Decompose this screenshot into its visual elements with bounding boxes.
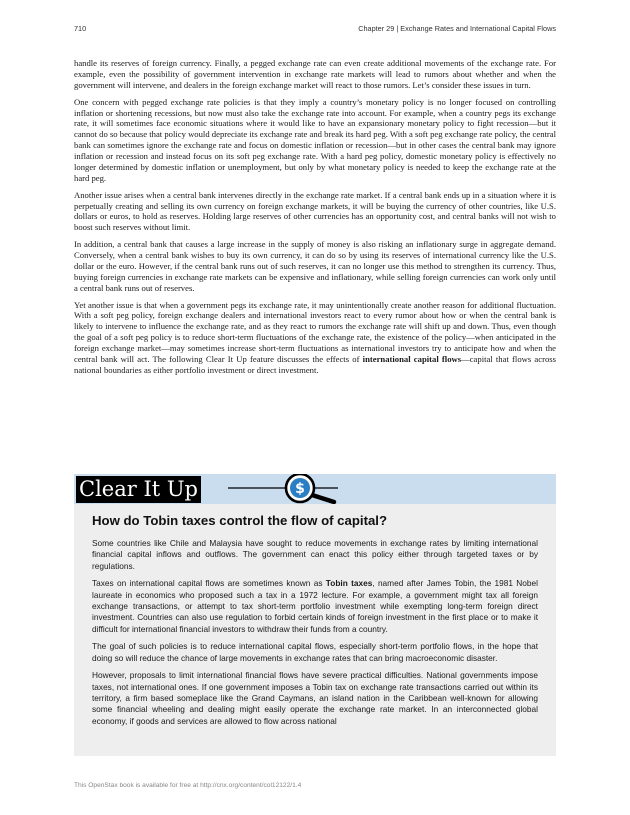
clear-it-up-question: How do Tobin taxes control the flow of capital? (92, 513, 388, 528)
paragraph (92, 578, 538, 634)
paragraph: However, proposals to limit international financial flows have severe practical difficulties. National governments impose taxes, not international ones. If one government imposes a Tobin tax on exchange rate transactions carried out within its territory, a firm based someplace like the Grand Caymans, an island nation in the Caribbean well-known for allowing some financial wheeling and dealing might easily operate the exchange rate market. In an interconnected global economy, if goods and services are allowed to flow across national (92, 670, 538, 726)
paragraph: In addition, a central bank that causes a large increase in the supply of money is also risking an inflationary surge in aggregate demand. Conversely, when a central bank wishes to buy its own currency, it can do so by using its reserves of international currency like the U.S. dollar or the euro. However, if the central bank runs out of such reserves, it can no longer use this method to strengthen its currency. Thus, buying foreign currencies in exchange rate markets can be expensive and inflationary, while selling foreign currencies can work only until a central bank runs out of reserves. (74, 239, 556, 293)
clear-it-up-label: Clear It Up (76, 476, 201, 503)
paragraph-text: Yet another issue is that when a government pegs its exchange rate, it may unintentionally create another reason for additional fluctuation. With a soft peg policy, foreign exchange dealers and international investors react to every rumor about how or when the central bank is likely to intervene to influence the exchange rate, and as they react to rumors the exchange rate will shift up and down. Thus, even though the goal of a soft peg policy is to reduce short-term fluctuations of the exchange rate, the existence of the policy—when anticipated in the foreign exchange market—may sometimes increase short-term fluctuations as international investors try to anticipate how and when the central bank will act. The following Clear It Up feature discusses the effects of (74, 299, 556, 364)
dollar-glyph: $ (295, 481, 305, 497)
paragraph: handle its reserves of foreign currency. Finally, a pegged exchange rate can even create additional movements of the exchange rate. For example, even the possibility of government intervention in exchange rate markets will lead to rumors about whether and when the government will intervene, and dealers in the foreign exchange market will react to those rumors. Let’s consider these issues in turn. (74, 58, 556, 90)
paragraph: The goal of such policies is to reduce international capital flows, especially short-term portfolio flows, in the hope that doing so will reduce the chance of large movements in exchange rates that can bring macroeconomic disaster. (92, 641, 538, 663)
paragraph: Another issue arises when a central bank intervenes directly in the exchange rate market. If a central bank ends up in a situation where it is perpetually creating and selling its own currency on foreign exchange markets, it will be buying the currency of other countries, like U.S. dollars or euros, to hold as reserves. Holding large reserves of other currencies has an opportunity cost, and central banks will not wish to boost such reserves without limit. (74, 189, 556, 233)
page-number: 710 (74, 24, 87, 33)
paragraph-text: , named after James Tobin, the 1981 Nobel laureate in economics who proposed such a tax in a 1972 lecture. For example, a government might tax all foreign exchange transactions, or attempt to tax short-term portfolio investment while exempting long-term foreign direct investment. Countries can also use regulation to forbid certain kinds of foreign investment in the first place or to make it difficult for international financial investors to withdraw their funds from a country. (92, 578, 538, 634)
clear-it-up-content (92, 538, 538, 733)
clear-it-up-box (74, 474, 556, 756)
paragraph-text: —capital that flows across national boundaries as either portfolio investment or direct investment. (74, 353, 556, 375)
paragraph: Some countries like Chile and Malaysia have sought to reduce movements in exchange rates by limiting international financial capital inflows and outflows. The government can enact this policy either through targeted taxes or by regulations. (92, 538, 538, 571)
page-footer: This OpenStax book is available for free at http://cnx.org/content/col12122/1.4 (74, 782, 302, 789)
paragraph: One concern with pegged exchange rate policies is that they imply a country’s monetary policy is no longer focused on controlling inflation or shortening recessions, but now must also take the exchange rate into account. For example, when a country pegs its exchange rate, it will sometimes face economic situations where it would like to have an expansionary monetary policy to fight recession—but it cannot do so because that policy would depreciate its exchange rate and break its hard peg. With a soft peg exchange rate policy, the central bank can sometimes ignore the exchange rate and focus on domestic inflation or recession—but in other cases the central bank may ignore inflation or recession and instead focus on its soft peg exchange rate. With a hard peg policy, domestic monetary policy is effectively no longer determined by domestic inflation or unemployment, but only by what monetary policy is needed to keep the exchange rate at the hard peg. (74, 96, 556, 183)
page-header (74, 24, 556, 38)
paragraph (74, 300, 556, 376)
magnifier-dollar-icon (220, 474, 338, 504)
chapter-title: Chapter 29 | Exchange Rates and International Capital Flows (358, 24, 556, 33)
key-term-tobin-taxes: Tobin taxes (325, 578, 373, 589)
main-text (74, 58, 556, 382)
key-term-international-capital-flows: international capital flows (362, 353, 462, 364)
paragraph-text: Taxes on international capital flows are sometimes known as (92, 578, 326, 589)
